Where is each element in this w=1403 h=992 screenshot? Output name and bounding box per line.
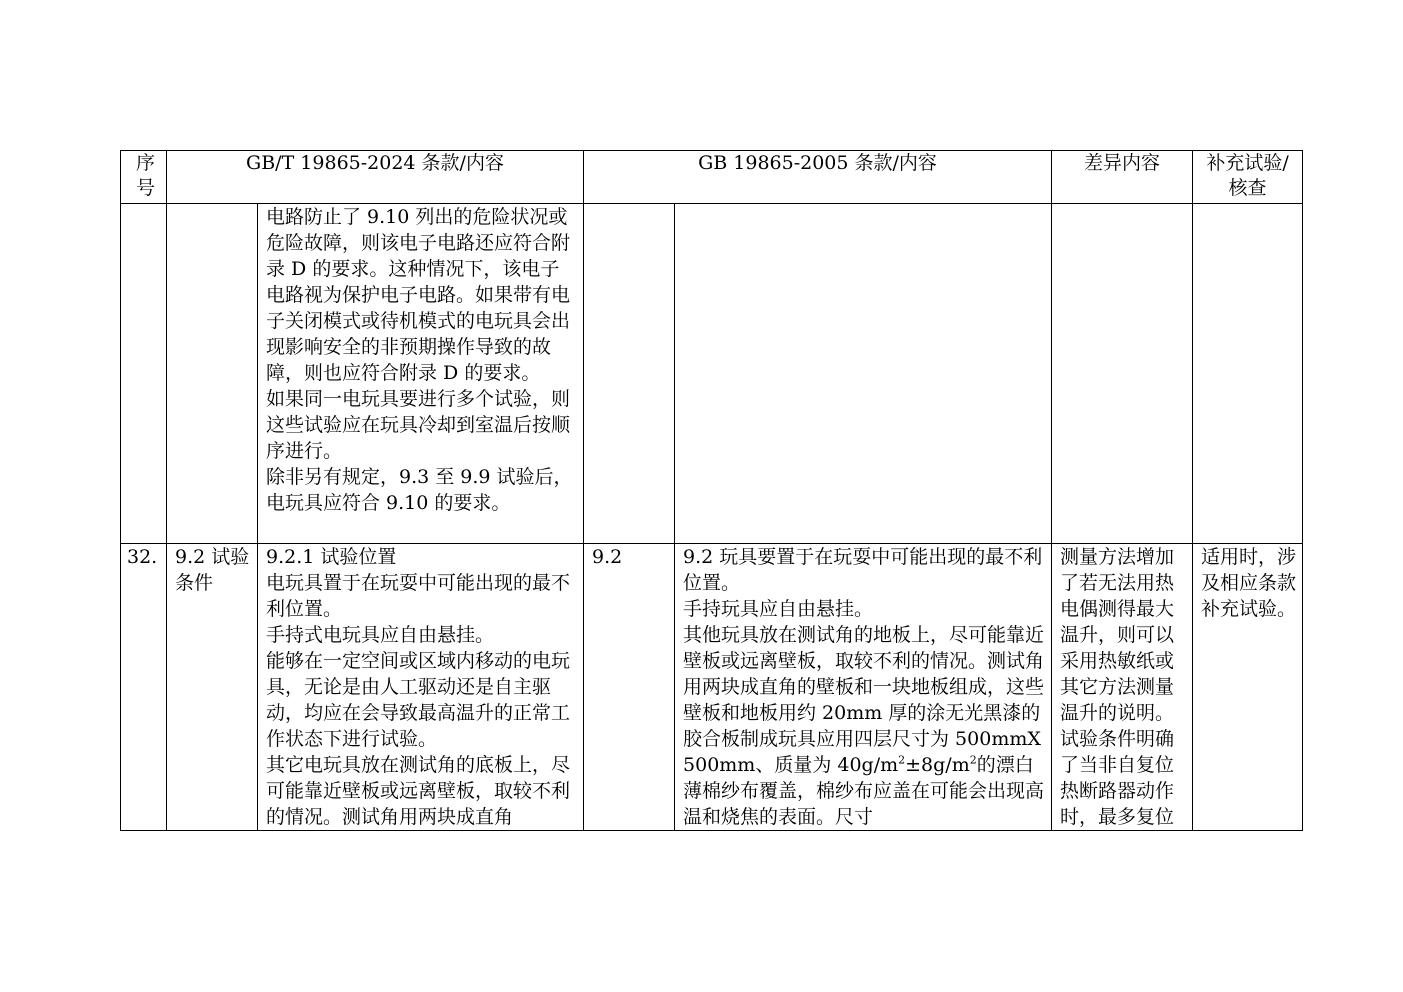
old-content-cell: [675, 204, 1052, 544]
difference-cell: [1052, 544, 1193, 831]
old-content-paragraph: 9.2 玩具要置于在玩耍中可能出现的最不利位置。: [683, 546, 1043, 594]
old-content-paragraph: [683, 622, 1045, 830]
new-content-paragraph: 电路防止了 9.10 列出的危险状况或危险故障，则该电子电路还应符合附录 D 的要求。这种情况下，该电子电路视为保护电子电路。如果带有电子关闭模式或待机模式的电玩具会出现影响安全的非预期操作导致的故障，则也应符合附录 D 的要求。: [266, 206, 571, 384]
old-content-text: 其他玩具放在测试角的地板上，尽可能靠近壁板或远离壁板，取较不利的情况。测试角用两块成直角的壁板和一块地板组成，这些壁板和地板用约 20mm 厚的涂无光黑漆的胶合板制成玩具应用四层尺寸为 500mmX500mm、质量为 40g/m: [683, 624, 1045, 776]
header-new-standard: GB/T 19865-2024 条款/内容: [167, 151, 584, 204]
table-row: [121, 544, 1303, 831]
old-clause-cell: 9.2: [584, 544, 675, 831]
new-content-paragraph: 电玩具置于在玩耍中可能出现的最不利位置。: [266, 572, 571, 620]
supplement-cell: [1193, 204, 1303, 544]
table-header-row: [121, 151, 1303, 204]
row-index-cell: 32.: [121, 544, 167, 831]
unit-exponent: 2: [969, 753, 977, 767]
new-content-paragraph: 手持式电玩具应自由悬挂。: [266, 624, 495, 646]
difference-cell: [1052, 204, 1193, 544]
supplement-cell: 适用时，涉及相应条款补充试验。: [1193, 544, 1303, 831]
header-supplement: 补充试验/核查: [1193, 151, 1303, 204]
header-old-standard: GB 19865-2005 条款/内容: [584, 151, 1052, 204]
new-content-cell: [258, 204, 584, 544]
old-content-cell: [675, 544, 1052, 831]
new-content-paragraph: 除非另有规定，9.3 至 9.9 试验后，电玩具应符合 9.10 的要求。: [266, 466, 573, 514]
table-row: [121, 204, 1303, 544]
comparison-table: [120, 150, 1303, 831]
new-content-cell: [258, 544, 584, 831]
header-index: 序号: [121, 151, 167, 204]
new-clause-cell: 9.2 试验条件: [167, 544, 258, 831]
new-content-paragraph: 如果同一电玩具要进行多个试验，则这些试验应在玩具冷却到室温后按顺序进行。: [266, 388, 571, 462]
difference-paragraph: 试验条件明确了当非自复位热断路器动作时，最多复位: [1060, 728, 1175, 828]
old-content-paragraph: 手持玩具应自由悬挂。: [683, 598, 874, 620]
header-difference: 差异内容: [1052, 151, 1193, 204]
old-content-text: 的漂白薄棉纱布覆盖，棉纱布应盖在可能会出现高温和烧焦的表面。尺寸: [683, 754, 1045, 828]
old-content-text: ±8g/m: [905, 754, 970, 776]
difference-paragraph: 测量方法增加了若无法用热电偶测得最大温升，则可以采用热敏纸或其它方法测量温升的说明。: [1060, 546, 1175, 724]
new-content-paragraph: 其它电玩具放在测试角的底板上，尽可能靠近壁板或远离壁板，取较不利的情况。测试角用两块成直角: [266, 754, 571, 828]
new-content-paragraph: 9.2.1 试验位置: [266, 546, 397, 568]
new-clause-cell: [167, 204, 258, 544]
new-content-paragraph: 能够在一定空间或区域内移动的电玩具，无论是由人工驱动还是自主驱动，均应在会导致最高温升的正常工作状态下进行试验。: [266, 650, 571, 750]
old-clause-cell: [584, 204, 675, 544]
row-index-cell: [121, 204, 167, 544]
unit-exponent: 2: [898, 753, 906, 767]
